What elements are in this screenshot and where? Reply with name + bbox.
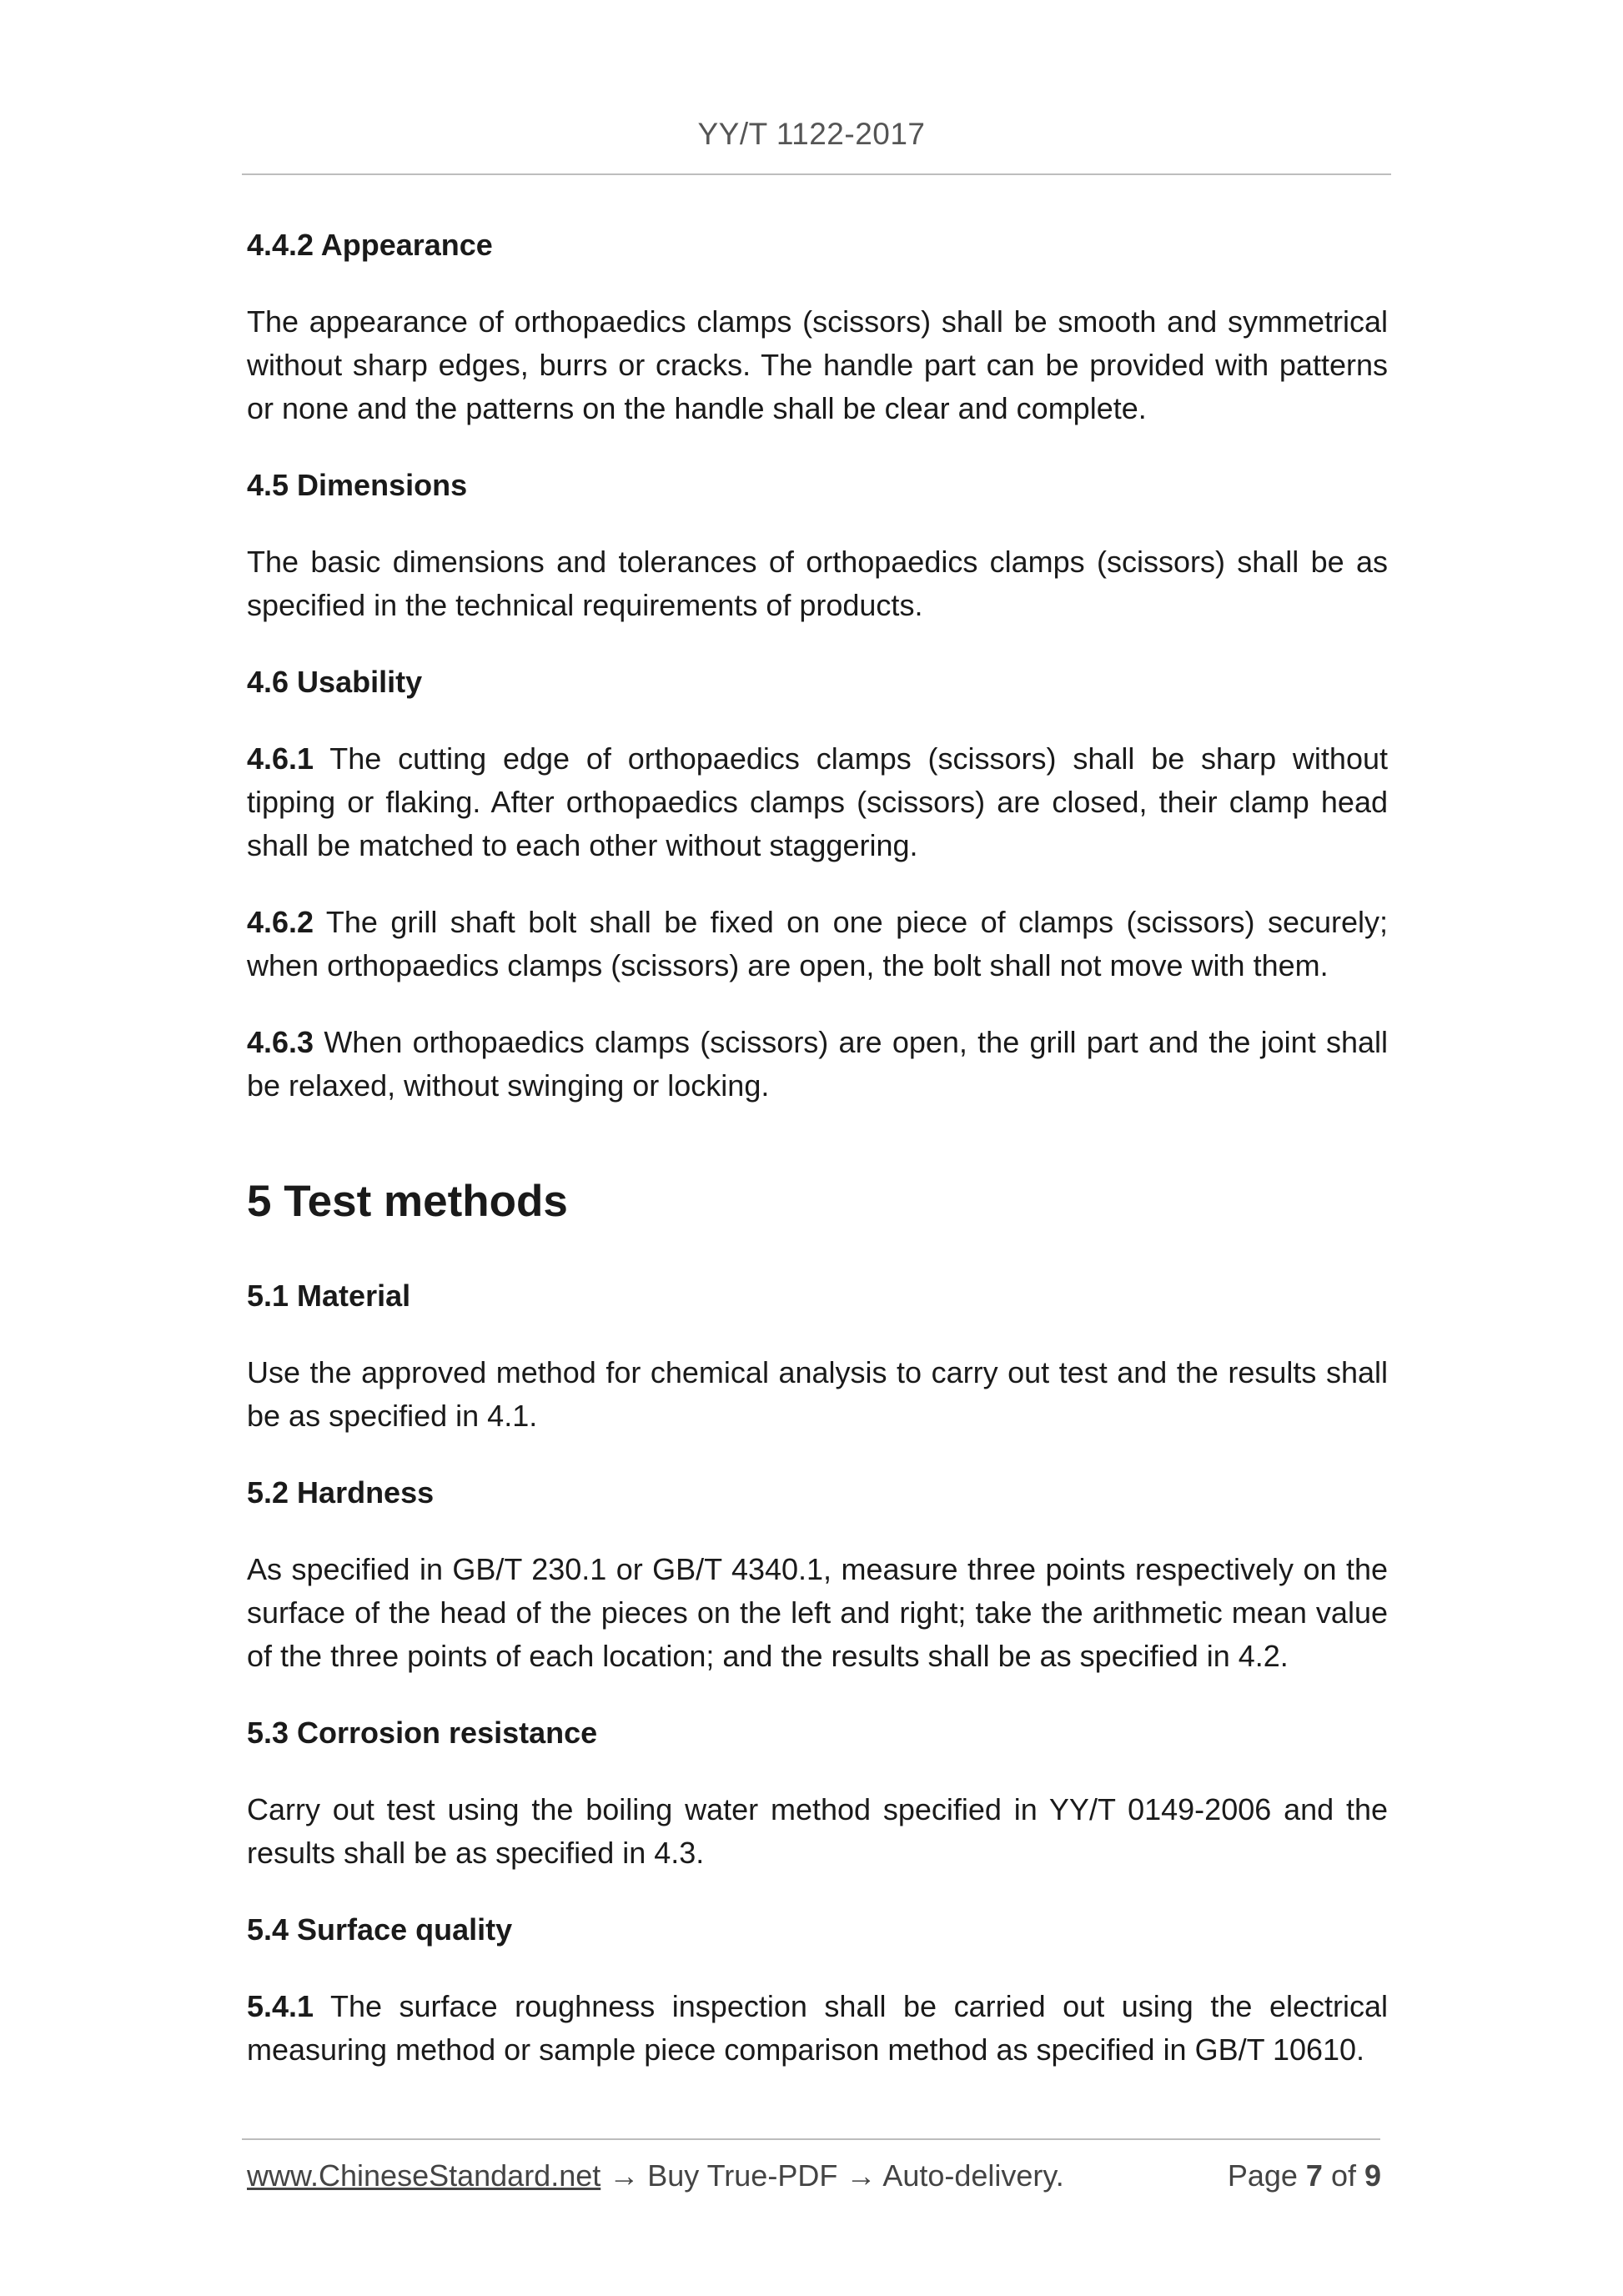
section-5-3-heading: 5.3 Corrosion resistance	[247, 1716, 598, 1750]
section-5-4-heading: 5.4 Surface quality	[247, 1912, 513, 1947]
section-4-6-2-paragraph	[247, 901, 1388, 987]
header-divider	[242, 173, 1391, 175]
section-4-6-2-number: 4.6.2	[247, 905, 314, 939]
section-4-6-3-text: When orthopaedics clamps (scissors) are open, the grill part and the joint shall be relaxed, without swinging or locking.	[247, 1025, 1388, 1103]
section-5-1-heading: 5.1 Material	[247, 1279, 411, 1313]
section-4-6-1-paragraph	[247, 737, 1388, 867]
footer-divider	[242, 2138, 1380, 2140]
section-5-2-heading: 5.2 Hardness	[247, 1475, 435, 1510]
website-link[interactable]: www.ChineseStandard.net	[247, 2158, 601, 2193]
page-indicator	[1228, 2158, 1381, 2193]
section-4-5-heading: 4.5 Dimensions	[247, 468, 468, 502]
section-4-6-3-number: 4.6.3	[247, 1025, 314, 1059]
section-5-1-text: Use the approved method for chemical analysis to carry out test and the results shall be as specified in 4.1.	[247, 1355, 1388, 1433]
section-5-heading: 5 Test methods	[247, 1177, 568, 1226]
section-4-6-3-paragraph	[247, 1021, 1388, 1108]
section-4-6-1-number: 4.6.1	[247, 741, 314, 776]
section-5-4-1-number: 5.4.1	[247, 1989, 314, 2023]
document-code-header: YY/T 1122-2017	[697, 117, 926, 151]
section-5-2-text: As specified in GB/T 230.1 or GB/T 4340.1, measure three points respectively on the surface of the head of the pieces on the left and right; take the arithmetic mean value of the three points of each location; and the results shall be as specified in 4.2.	[247, 1552, 1388, 1673]
section-4-4-2-heading: 4.4.2 Appearance	[247, 228, 493, 262]
section-5-3-text: Carry out test using the boiling water method specified in YY/T 0149-2006 and the results shall be as specified in 4.3.	[247, 1792, 1388, 1870]
page-total: 9	[1364, 2158, 1381, 2193]
promo-text: → Buy True-PDF → Auto-delivery.	[600, 2158, 1064, 2193]
section-4-6-heading: 4.6 Usability	[247, 665, 423, 699]
section-4-4-2-text: The appearance of orthopaedics clamps (scissors) shall be smooth and symmetrical without sharp edges, burrs or cracks. The handle part can be provided with patterns or none and the patterns on the handle shall be clear and complete.	[247, 304, 1388, 425]
page-of-label: of	[1322, 2158, 1364, 2193]
section-4-5-text: The basic dimensions and tolerances of orthopaedics clamps (scissors) shall be as specified in the technical requirements of products.	[247, 545, 1388, 622]
page-label: Page	[1227, 2158, 1306, 2193]
section-5-4-1-text: The surface roughness inspection shall be carried out using the electrical measuring method or sample piece comparison method as specified in GB/T 10610.	[247, 1989, 1388, 2067]
section-4-6-2-text: The grill shaft bolt shall be fixed on one piece of clamps (scissors) securely; when orthopaedics clamps (scissors) are open, the bolt shall not move with them.	[247, 905, 1388, 982]
section-4-6-1-text: The cutting edge of orthopaedics clamps (scissors) shall be sharp without tipping or flaking. After orthopaedics clamps (scissors) are closed, their clamp head shall be matched to each other without staggering.	[247, 741, 1388, 862]
page-current: 7	[1305, 2158, 1323, 2193]
footer-promo	[247, 2158, 1064, 2193]
page-body	[247, 224, 1388, 2072]
section-5-4-1-paragraph	[247, 1985, 1388, 2072]
